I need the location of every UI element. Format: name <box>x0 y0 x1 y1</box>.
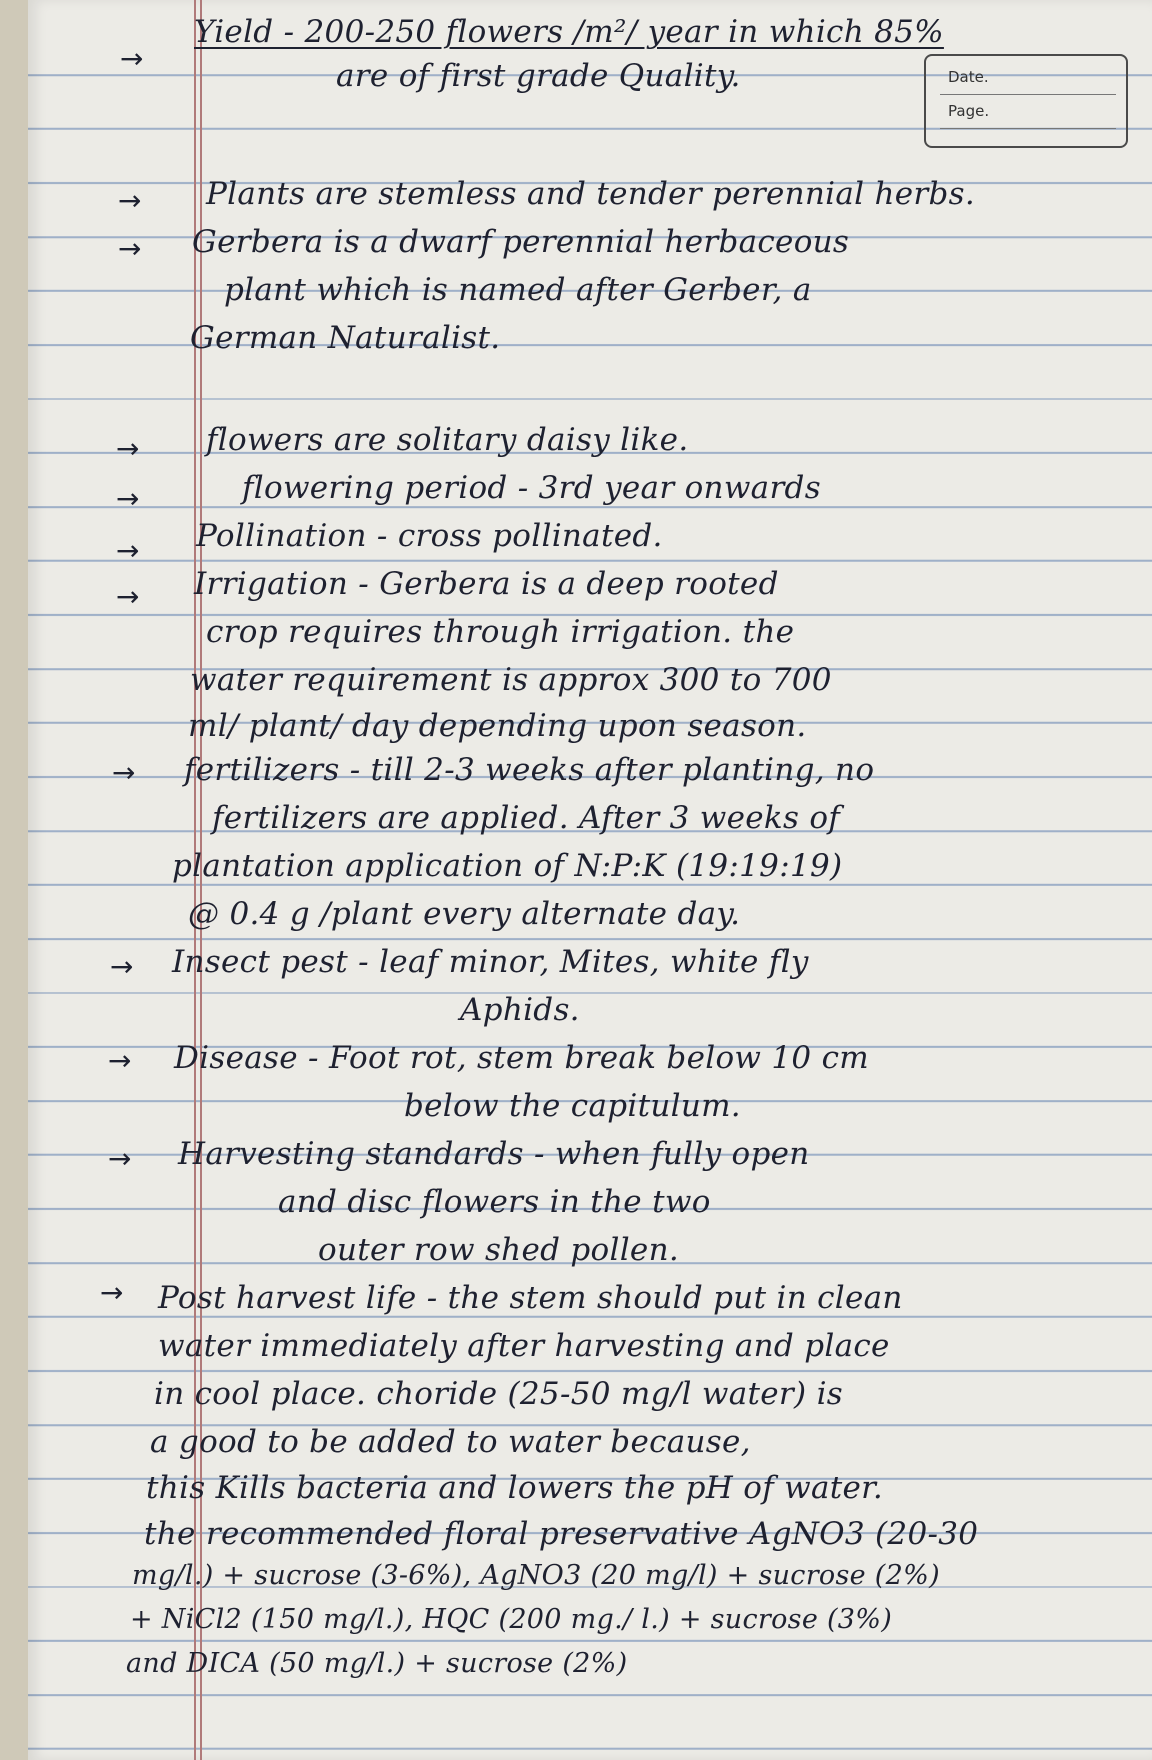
arrow-icon: → <box>108 1044 132 1077</box>
text-line: + NiCl2 (150 mg/l.), HQC (200 mg./ l.) + sucrose (3%) <box>130 1604 893 1635</box>
date-page-box <box>924 54 1128 148</box>
text-line: water immediately after harvesting and place <box>158 1328 890 1364</box>
text-line: fertilizers - till 2-3 weeks after planting, no <box>184 752 875 788</box>
text-line: plantation application of N:P:K (19:19:19) <box>172 848 843 884</box>
text-line: Pollination - cross pollinated. <box>196 518 663 554</box>
arrow-icon: → <box>118 232 142 265</box>
notebook-page <box>28 0 1152 1760</box>
text-line: water requirement is approx 300 to 700 <box>190 662 832 698</box>
text-line: plant which is named after Gerber, a <box>224 272 812 308</box>
arrow-icon: → <box>116 580 140 613</box>
text-line: fertilizers are applied. After 3 weeks of <box>212 800 841 836</box>
text-line: ml/ plant/ day depending upon season. <box>188 708 807 744</box>
text-line: in cool place. choride (25-50 mg/l water) is <box>154 1376 843 1412</box>
text-line: the recommended floral preservative AgNO3 (20-30 <box>144 1516 979 1552</box>
arrow-icon: → <box>100 1276 124 1309</box>
text-line: a good to be added to water because, <box>150 1424 751 1460</box>
arrow-icon: → <box>116 432 140 465</box>
text-line: German Naturalist. <box>190 320 501 356</box>
text-line: flowers are solitary daisy like. <box>206 422 689 458</box>
text-line: and disc flowers in the two <box>278 1184 711 1220</box>
notebook-spine <box>0 0 28 1760</box>
arrow-icon: → <box>112 756 136 789</box>
date-underline <box>940 94 1116 95</box>
page-underline <box>940 128 1116 129</box>
text-line: flowering period - 3rd year onwards <box>242 470 821 506</box>
text-line: and DICA (50 mg/l.) + sucrose (2%) <box>126 1648 628 1679</box>
text-line: below the capitulum. <box>404 1088 741 1124</box>
page-label: Page. <box>948 102 990 120</box>
text-line: Plants are stemless and tender perennial herbs. <box>206 176 976 212</box>
text-line: Harvesting standards - when fully open <box>178 1136 810 1172</box>
text-line: Yield - 200-250 flowers /m²/ year in which 85% <box>194 14 944 50</box>
text-line: this Kills bacteria and lowers the pH of water. <box>146 1470 884 1506</box>
arrow-icon: → <box>116 534 140 567</box>
arrow-icon: → <box>118 184 142 217</box>
arrow-icon: → <box>116 482 140 515</box>
text-line: @ 0.4 g /plant every alternate day. <box>188 896 741 932</box>
text-line: Insect pest - leaf minor, Mites, white fly <box>172 944 809 980</box>
text-line: Gerbera is a dwarf perennial herbaceous <box>192 224 850 260</box>
text-line: Post harvest life - the stem should put in clean <box>158 1280 903 1316</box>
text-line: Aphids. <box>460 992 580 1028</box>
text-line: Irrigation - Gerbera is a deep rooted <box>194 566 779 602</box>
text-line: mg/l.) + sucrose (3-6%), AgNO3 (20 mg/l) + sucrose (2%) <box>132 1560 940 1591</box>
text-line: are of first grade Quality. <box>336 58 741 94</box>
text-line: outer row shed pollen. <box>318 1232 679 1268</box>
arrow-icon: → <box>110 950 134 983</box>
arrow-icon: → <box>108 1142 132 1175</box>
arrow-icon: → <box>120 42 144 75</box>
date-label: Date. <box>948 68 989 86</box>
text-line: crop requires through irrigation. the <box>206 614 795 650</box>
text-line: Disease - Foot rot, stem break below 10 cm <box>174 1040 869 1076</box>
